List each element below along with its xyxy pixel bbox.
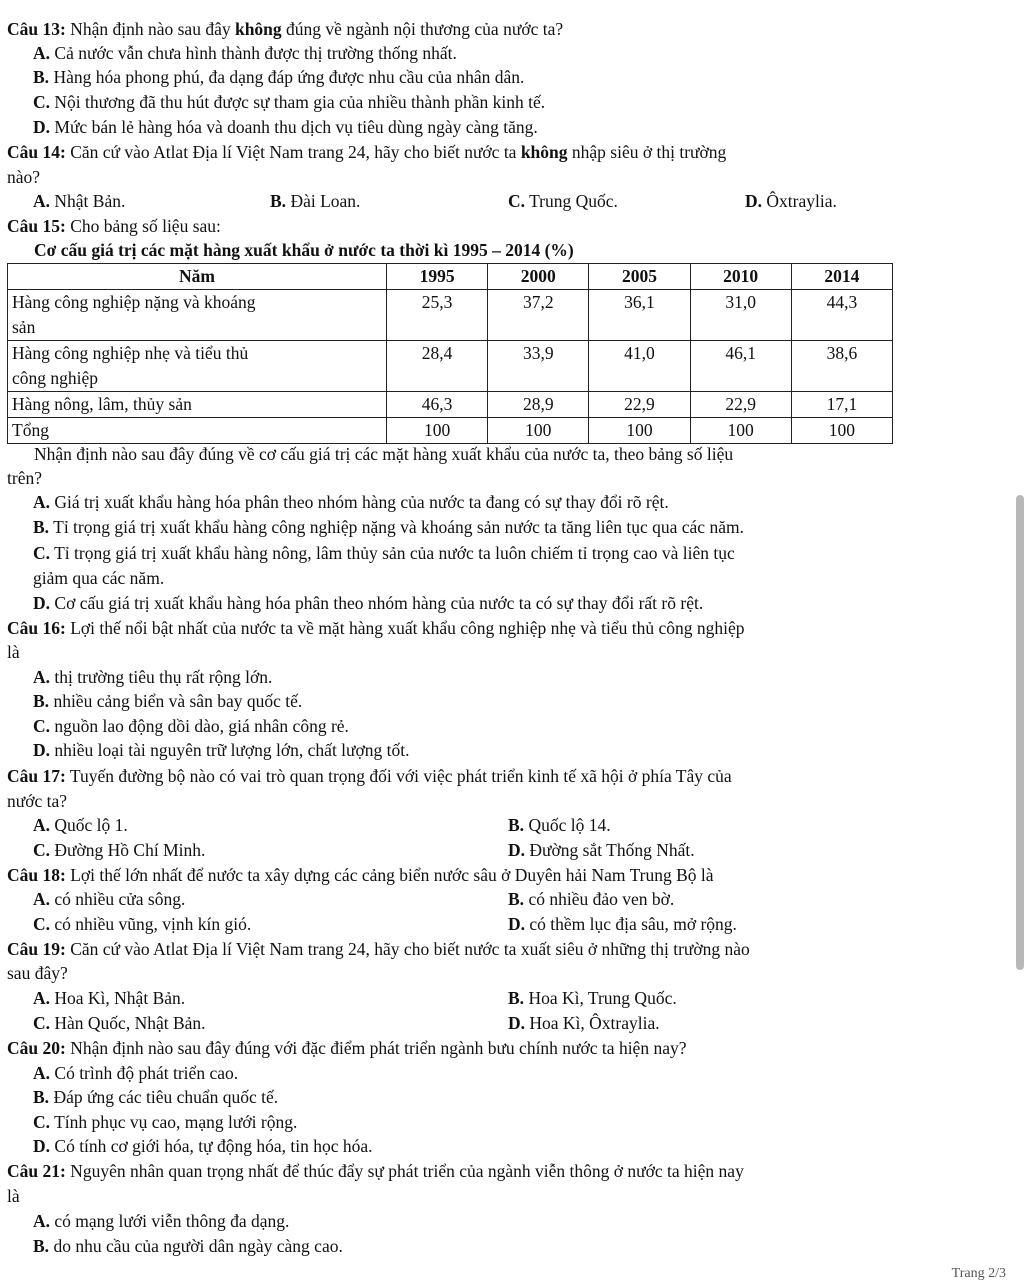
table-row: Hàng nông, lâm, thủy sản 46,3 28,9 22,9 22,9 17,1 <box>8 392 893 418</box>
q17-option-d: D. Đường sắt Thống Nhất. <box>508 840 695 860</box>
q20-option-c: C. Tính phục vụ cao, mạng lưới rộng. <box>33 1112 298 1132</box>
q16-option-a: A. thị trường tiêu thụ rất rộng lớn. <box>33 667 273 687</box>
question-21: Câu 21: Nguyên nhân quan trọng nhất để thúc đẩy sự phát triển của ngành viễn thông ở nước ta hiện nay <box>7 1161 744 1181</box>
q14-option-d: D. Ôxtraylia. <box>745 191 837 211</box>
q13-option-b: B. Hàng hóa phong phú, đa dạng đáp ứng được nhu cầu của nhân dân. <box>33 67 525 87</box>
q14-option-a: A. Nhật Bản. <box>33 191 126 211</box>
question-13: Câu 13: Nhận định nào sau đây không đúng về ngành nội thương của nước ta? <box>7 19 564 39</box>
table-row: Hàng công nghiệp nhẹ và tiểu thủ công nghiệp 28,4 33,9 41,0 46,1 38,6 <box>8 341 893 392</box>
q18-option-a: A. có nhiều cửa sông. <box>33 889 186 909</box>
q17-continuation: nước ta? <box>7 791 68 811</box>
q21-option-b: B. do nhu cầu của người dân ngày càng cao. <box>33 1236 343 1256</box>
q15-option-c-continuation: giảm qua các năm. <box>33 568 165 588</box>
q19-option-d: D. Hoa Kì, Ôxtraylia. <box>508 1013 660 1033</box>
q15-option-d: D. Cơ cấu giá trị xuất khẩu hàng hóa phân theo nhóm hàng của nước ta có sự thay đổi rất rõ rệt. <box>33 593 704 613</box>
question-14: Câu 14: Căn cứ vào Atlat Địa lí Việt Nam trang 24, hãy cho biết nước ta không nhập siêu ở thị trường <box>7 142 727 162</box>
export-structure-table <box>7 263 893 444</box>
q19-option-c: C. Hàn Quốc, Nhật Bản. <box>33 1013 206 1033</box>
table-row: Hàng công nghiệp nặng và khoáng sản 25,3 37,2 36,1 31,0 44,3 <box>8 290 893 341</box>
q15-option-b: B. Tỉ trọng giá trị xuất khẩu hàng công nghiệp nặng và khoáng sản nước ta tăng liên tục qua các năm. <box>33 517 744 537</box>
q18-option-c: C. có nhiều vũng, vịnh kín gió. <box>33 914 252 934</box>
q17-option-a: A. Quốc lộ 1. <box>33 815 128 835</box>
q16-option-c: C. nguồn lao động dồi dào, giá nhân công rẻ. <box>33 716 349 736</box>
q14-options-row <box>0 190 1024 212</box>
q17-options-row-1 <box>0 814 1024 836</box>
question-19: Câu 19: Căn cứ vào Atlat Địa lí Việt Nam trang 24, hãy cho biết nước ta xuất siêu ở những thị trường nào <box>7 939 750 959</box>
q16-option-d: D. nhiều loại tài nguyên trữ lượng lớn, chất lượng tốt. <box>33 740 410 760</box>
q17-option-b: B. Quốc lộ 14. <box>508 815 611 835</box>
q18-option-b: B. có nhiều đảo ven bờ. <box>508 889 675 909</box>
q18-options-row-2 <box>0 913 1024 935</box>
q21-continuation: là <box>7 1186 20 1206</box>
q20-option-a: A. Có trình độ phát triển cao. <box>33 1063 239 1083</box>
q14-option-b: B. Đài Loan. <box>270 191 361 211</box>
q15-option-a: A. Giá trị xuất khẩu hàng hóa phân theo nhóm hàng của nước ta đang có sự thay đổi rõ rệt. <box>33 492 669 512</box>
q19-option-b: B. Hoa Kì, Trung Quốc. <box>508 988 677 1008</box>
q16-option-b: B. nhiều cảng biển và sân bay quốc tế. <box>33 691 303 711</box>
q14-continuation: nào? <box>7 167 41 187</box>
q18-option-d: D. có thềm lục địa sâu, mở rộng. <box>508 914 737 934</box>
question-17: Câu 17: Tuyến đường bộ nào có vai trò quan trọng đối với việc phát triển kinh tế xã hội ở phía Tây của <box>7 766 732 786</box>
q13-option-a: A. Cả nước vẫn chưa hình thành được thị trường thống nhất. <box>33 43 457 63</box>
q19-options-row-1 <box>0 987 1024 1009</box>
table-header-row: Năm 1995 2000 2005 2010 2014 <box>8 264 893 290</box>
q13-option-d: D. Mức bán lẻ hàng hóa và doanh thu dịch vụ tiêu dùng ngày càng tăng. <box>33 117 538 137</box>
q13-option-c: C. Nội thương đã thu hút được sự tham gia của nhiều thành phần kinh tế. <box>33 92 546 112</box>
q17-options-row-2 <box>0 839 1024 861</box>
q21-option-a: A. có mạng lưới viễn thông đa dạng. <box>33 1211 290 1231</box>
q20-option-d: D. Có tính cơ giới hóa, tự động hóa, tin học hóa. <box>33 1136 373 1156</box>
q18-options-row-1 <box>0 888 1024 910</box>
q15-option-c: C. Tỉ trọng giá trị xuất khẩu hàng nông, lâm thủy sản của nước ta luôn chiếm tỉ trọng cao và liên tục <box>33 543 735 563</box>
q15-question-continuation: trên? <box>7 468 42 488</box>
question-18: Câu 18: Lợi thế lớn nhất để nước ta xây dựng các cảng biển nước sâu ở Duyên hải Nam Trung Bộ là <box>7 865 714 885</box>
q16-continuation: là <box>7 642 20 662</box>
q15-question: Nhận định nào sau đây đúng về cơ cấu giá trị các mặt hàng xuất khẩu của nước ta, theo bảng số liệu <box>34 444 734 464</box>
table-row: Tổng 100 100 100 100 100 <box>8 418 893 444</box>
q19-continuation: sau đây? <box>7 963 68 983</box>
question-16: Câu 16: Lợi thế nổi bật nhất của nước ta về mặt hàng xuất khẩu công nghiệp nhẹ và tiểu thủ công nghiệp <box>7 618 745 638</box>
table-title: Cơ cấu giá trị các mặt hàng xuất khẩu ở nước ta thời kì 1995 – 2014 (%) <box>34 240 574 260</box>
page-number: Trang 2/3 <box>951 1266 1006 1281</box>
q19-option-a: A. Hoa Kì, Nhật Bản. <box>33 988 186 1008</box>
question-20: Câu 20: Nhận định nào sau đây đúng với đặc điểm phát triển ngành bưu chính nước ta hiện nay? <box>7 1038 687 1058</box>
q19-options-row-2 <box>0 1012 1024 1034</box>
q20-option-b: B. Đáp ứng các tiêu chuẩn quốc tế. <box>33 1087 279 1107</box>
q17-option-c: C. Đường Hồ Chí Minh. <box>33 840 206 860</box>
q14-option-c: C. Trung Quốc. <box>508 191 618 211</box>
question-15: Câu 15: Cho bảng số liệu sau: <box>7 216 221 236</box>
scrollbar-thumb[interactable] <box>1016 495 1024 970</box>
